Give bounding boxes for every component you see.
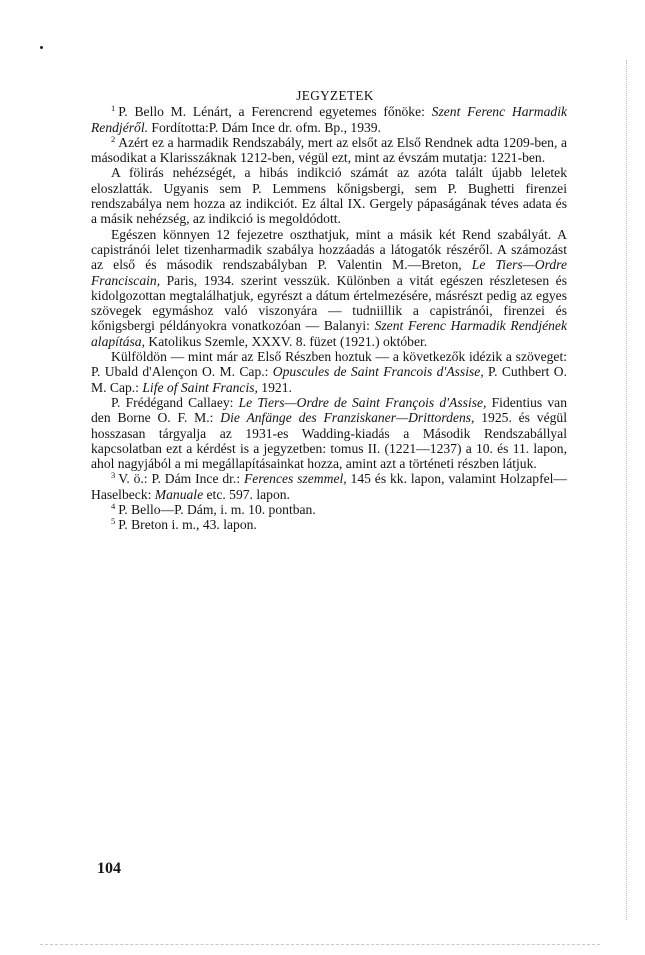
note-text: P. Frédégand Callaey: xyxy=(111,394,239,410)
note-text: Katolikus Szemle, XXXV. 8. füzet (1921.) október. xyxy=(145,333,428,349)
scan-speck xyxy=(40,46,43,49)
footnote-marker: 2 xyxy=(111,133,116,144)
footnote-2 xyxy=(91,135,567,166)
note-text: Fidentius van den Borne O. F. M.: xyxy=(91,394,568,426)
note-text: Fordította:P. Dám Ince dr. ofm. Bp., 1939. xyxy=(148,119,381,135)
note-text: A fölirás nehézségét, a hibás indikció számát az azóta talált újabb leletek eloszlatták. Ugyanis sem P. Lemmens kőnigsbergi, sem P. Bughetti firenzei rendszabálya nem hozza az indikciót. Ez által IX. Gergely pápaságának téves adata és a másik nehézség, az indikció is megoldódott. xyxy=(91,165,567,227)
book-title: Szent Ferenc Harmadik Rendjéről. xyxy=(91,104,567,135)
notes-section xyxy=(91,88,567,533)
note-text: Paris, 1934. szerint vesszük. Különben a vitát egészen részletesen és kidolgozottan megtalálhatjuk, egyrészt a dátum értelmezésére, másrészt pedig az egyes szövegek egymáshoz való viszonyára — tudniillik a capistránói, firenzei és kőnigsbergi példányokra vonatkozóan — Balanyi: xyxy=(91,272,567,334)
book-title: Szent Ferenc Harmadik Rendjének alapítása, xyxy=(91,318,567,349)
note-text: Külföldön — mint már az Első Részben hoztuk — a következők idézik a szöveget: P. Ubald d'Alençon O. M. Cap.: xyxy=(91,349,567,380)
footnote-paragraph xyxy=(91,227,567,349)
note-text: 1921. xyxy=(257,379,292,395)
book-title: Opuscules de Saint Francois d'Assise, xyxy=(272,364,484,380)
page-edge-right xyxy=(626,60,627,920)
note-text: P. Bello M. Lénárt, a Ferencrend egyetemes főnöke: xyxy=(118,104,432,120)
footnote-1 xyxy=(91,104,567,135)
book-title: Manuale xyxy=(154,486,204,502)
note-text: Azért ez a harmadik Rendszabály, mert az elsőt az Első Rendnek adta 1209-ben, a másodikat a Klarisszáknak 1212-ben, végül ezt, mint az évszám mutatja: 1221-ben. xyxy=(91,134,567,166)
page-number: 104 xyxy=(97,860,121,877)
book-title: Die Anfänge des Franziskaner—Drittordens, xyxy=(220,410,475,426)
footnote-paragraph xyxy=(91,349,567,395)
note-text: P. Cuthbert O. M. Cap.: xyxy=(91,364,567,395)
book-title: Le Tiers—Ordre de Saint François d'Assise, xyxy=(238,394,487,410)
note-text: 1925. és végül hosszasan tárgyalja az 1931-es Wadding-kiadás a Második Rendszabállyal kapcsolatban ezt a kérdést is a jegyzetben: tomus II. (1221—1237) a 10. és 11. lapon, ahol nagyjából a mi megállapításainkat hozza, amint azt a történeti részben látjuk. xyxy=(91,410,567,472)
note-text: 145 és kk. lapon, valamint Holzapfel—Haselbeck: xyxy=(91,471,568,502)
footnote-marker: 4 xyxy=(111,501,116,512)
footnote-marker: 1 xyxy=(111,103,116,114)
footnote-3 xyxy=(91,471,567,502)
book-title: Ferences szemmel, xyxy=(244,471,347,487)
page-edge-bottom xyxy=(40,944,600,945)
footnote-marker: 5 xyxy=(111,516,116,527)
footnote-marker: 3 xyxy=(111,470,116,481)
footnote-5 xyxy=(91,517,567,532)
book-title: Le Tiers—Ordre Franciscain, xyxy=(91,257,567,288)
note-text: P. Bello—P. Dám, i. m. 10. pontban. xyxy=(118,502,316,518)
footnote-4 xyxy=(91,502,567,517)
section-heading: JEGYZETEK xyxy=(296,88,374,103)
book-title: Life of Saint Francis, xyxy=(142,379,258,395)
footnote-paragraph xyxy=(91,395,567,471)
notes-list xyxy=(91,104,567,532)
note-text: V. ö.: P. Dám Ince dr.: xyxy=(118,471,244,487)
note-text: etc. 597. lapon. xyxy=(203,486,290,502)
note-text: Egészen könnyen 12 fejezetre oszthatjuk, mint a másik két Rend szabályát. A capistránói lelet tizenharmadik szabálya hozzáadás a látogatók részéről. A számozást az első és második rendszabályban P. Valentin M.—Breton, xyxy=(91,226,567,273)
footnote-paragraph xyxy=(91,165,567,226)
note-text: P. Breton i. m., 43. lapon. xyxy=(118,517,257,533)
